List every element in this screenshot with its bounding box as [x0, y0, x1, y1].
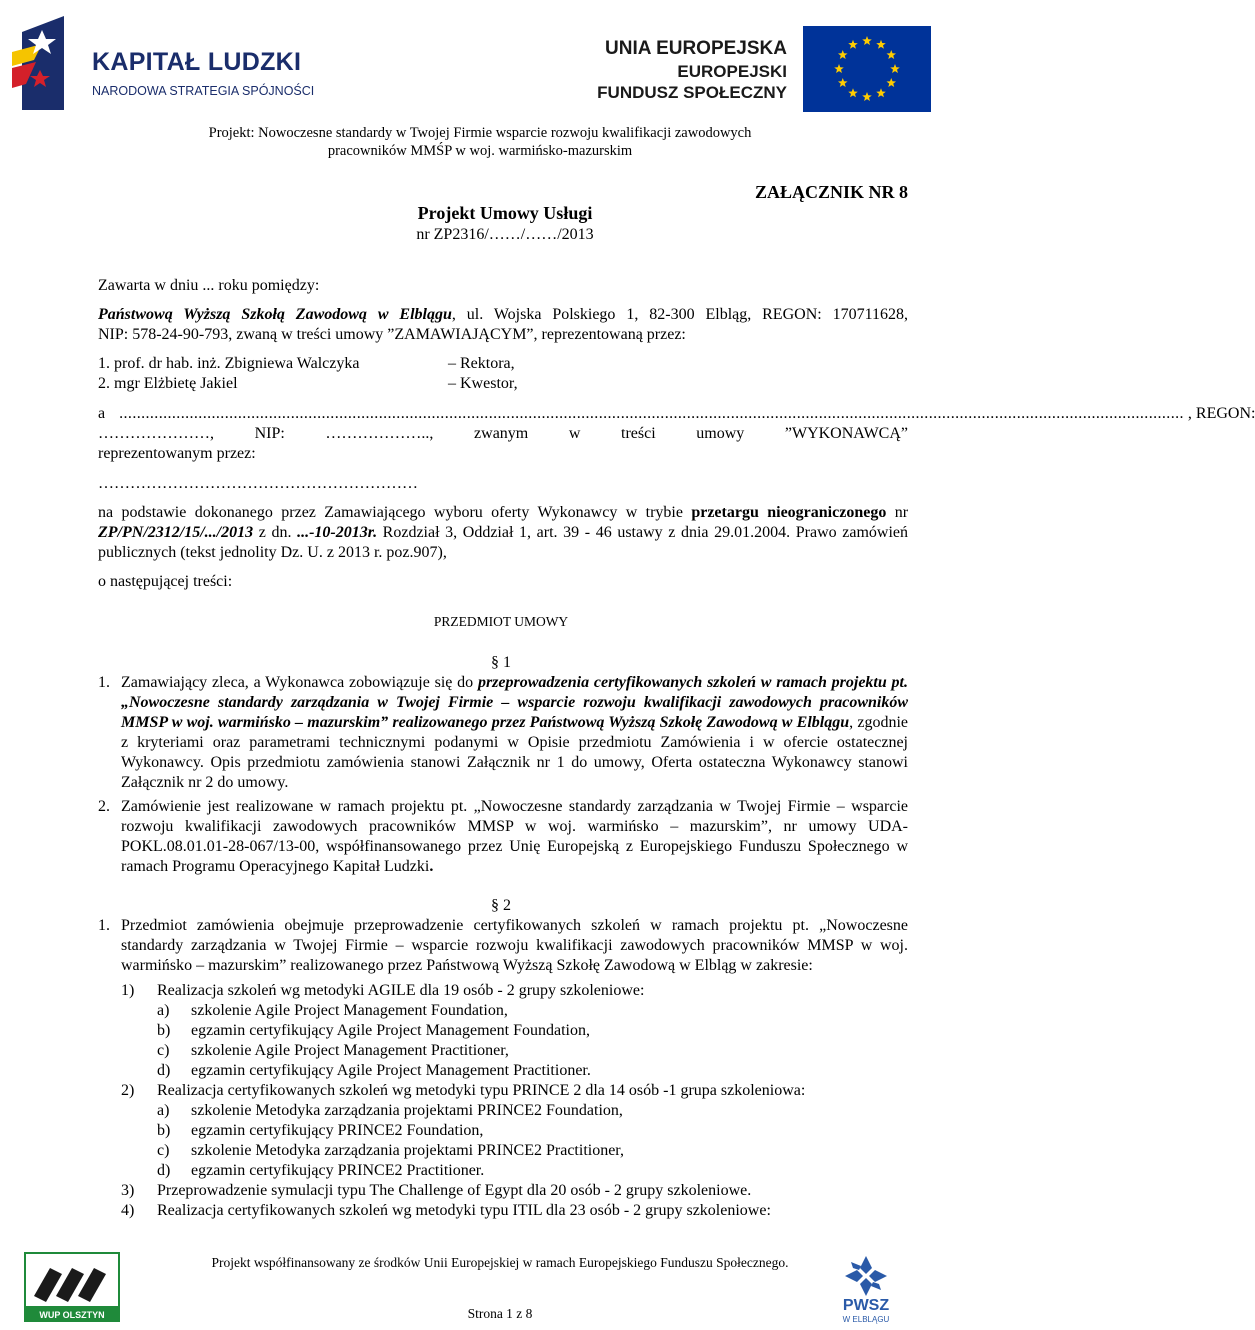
basis-text-2: nr	[894, 504, 909, 521]
pwsz-city: W ELBLĄGU	[842, 1315, 890, 1324]
basis-text-3: z dn.	[253, 524, 298, 541]
par1-point1-intro: Zamawiający zleca, a Wykonawca zobowiązuje się do	[121, 674, 478, 691]
contractor-line1	[98, 404, 1255, 424]
par1-point2-end: .	[429, 858, 434, 875]
eu-flag-icon	[803, 26, 931, 112]
par1-point1-project: przeprowadzenia certyfikowanych szkoleń w ramach projektu pt. „Nowoczesne standardy zarządzania w Twojej Firmie – wsparcie rozwoju kwalifikacji zawodowych pracowników MMSP w woj. warmińsko – mazurskim” realizowanego przez Państwową Wyższą Szkołę Zawodową w Elblągu	[121, 674, 908, 731]
concluded-line: Zawarta w dniu ... roku pomiędzy:	[98, 277, 320, 294]
kapital-ludzki-logo	[12, 14, 315, 114]
basis-date: ...-10-2013r.	[297, 524, 378, 541]
par1-point2-text	[121, 797, 908, 877]
party-address: , ul. Wojska Polskiego 1, 82-300 Elbląg, REGON: 170711628,	[451, 306, 909, 323]
section-title: PRZEDMIOT UMOWY	[433, 614, 569, 629]
eu-line3: FUNDUSZ SPOŁECZNY	[597, 83, 787, 102]
scope-item-2b-number: b)	[157, 1122, 171, 1139]
contractor-regon-label: , REGON:	[1187, 405, 1255, 422]
basis-tender-type: przetargu nieograniczonego	[691, 504, 887, 521]
scope-item-3-number: 3)	[121, 1182, 135, 1199]
eu-logo	[597, 26, 935, 116]
scope-item-2c-text: szkolenie Metodyka zarządzania projektami PRINCE2 Practitioner,	[191, 1142, 624, 1159]
scope-item-1d-text: egzamin certyfikujący Agile Project Management Practitioner.	[191, 1062, 591, 1079]
paragraph-2-sign: § 2	[491, 897, 511, 914]
party-line2: NIP: 578-24-90-793, zwaną w treści umowy ”ZAMAWIAJĄCYM”, reprezentowaną przez:	[98, 326, 686, 343]
contractor-dots-text: ...	[119, 405, 133, 422]
document-title-block	[380, 202, 630, 245]
scope-item-2c-number: c)	[157, 1142, 170, 1159]
scope-item-4-number: 4)	[121, 1202, 135, 1219]
project-line2: pracowników MMŚP w woj. warmińsko-mazurskim	[327, 143, 633, 159]
document-title: Projekt Umowy Usługi	[417, 203, 593, 223]
scope-item-1b-number: b)	[157, 1022, 171, 1039]
scope-item-2b-text: egzamin certyfikujący PRINCE2 Foundation,	[191, 1122, 484, 1139]
scope-item-2a-text: szkolenie Metodyka zarządzania projektami PRINCE2 Foundation,	[191, 1102, 623, 1119]
scope-item-4-text: Realizacja certyfikowanych szkoleń wg metodyki typu ITIL dla 23 osób - 2 grupy szkoleniowe:	[157, 1202, 771, 1219]
scope-item-1a-text: szkolenie Agile Project Management Foundation,	[191, 1002, 508, 1019]
par1-point1-text	[121, 673, 908, 793]
scope-item-1-number: 1)	[121, 982, 135, 999]
par2-point1-number: 1.	[98, 917, 110, 934]
contractor-line2: …………………, NIP: ……………….., zwanym w treści umowy ”WYKONAWCĄ”	[98, 425, 908, 442]
page-number: Strona 1 z 8	[467, 1306, 533, 1321]
eu-line1: UNIA EUROPEJSKA	[605, 38, 787, 59]
kl-subtitle: NARODOWA STRATEGIA SPÓJNOŚCI	[92, 84, 315, 98]
scope-item-1-text: Realizacja szkoleń wg metodyki AGILE dla 19 osób - 2 grupy szkoleniowe:	[157, 982, 645, 999]
basis-text-4: Rozdział 3, Oddział 1, art. 39 - 46 ustawy z dnia 29.01.2004. Prawo zamówień publicznych (tekst jednolity Dz. U. z 2013 r. poz.907),	[98, 524, 908, 561]
par1-point2-number: 2.	[98, 798, 110, 815]
scope-item-1a-number: a)	[157, 1002, 170, 1019]
contractor-dots	[119, 404, 1184, 424]
scope-item-2d-text: egzamin certyfikujący PRINCE2 Practitioner.	[191, 1162, 485, 1179]
party-name: Państwową Wyższą Szkołą Zawodową w Elblągu	[98, 306, 452, 323]
representative-dots: ……………………………………………………	[98, 475, 418, 492]
contractor-a: a	[98, 405, 106, 422]
par1-point2-body: Zamówienie jest realizowane w ramach projektu pt. „Nowoczesne standardy zarządzania w Twojej Firmie – wsparcie rozwoju kwalifikacji zawodowych pracowników MMSP w woj. warmińsko – mazurskim”, nr umowy UDA-POKL.08.01.01-28-067/13-00, współfinansowanego przez Unię Europejską z Europejskiego Funduszu Społecznego w ramach Programu Operacyjnego Kapitał Ludzki	[121, 798, 908, 875]
pwsz-logo	[826, 1254, 906, 1328]
paragraph-1-sign: § 1	[491, 654, 511, 671]
project-header	[40, 124, 920, 160]
par1-point1-rest: , zgodnie z kryteriami oraz parametrami technicznymi podanymi w Opisie przedmiotu Zamówienia i w ofercie ostatecznej Wykonawcy. Opis przedmiotu zamówienia stanowi Załącznik nr 1 do umowy, Oferta ostateczna Wykonawcy stanowi Załącznik nr 2 do umowy.	[121, 714, 908, 791]
rep1-role: – Rektora,	[448, 355, 515, 372]
basis-paragraph	[98, 503, 908, 563]
par2-point1-text: Przedmiot zamówienia obejmuje przeprowadzenie certyfikowanych szkoleń w ramach projektu pt. „Nowoczesne standardy zarządzania w Twojej Firmie – wsparcie rozwoju kwalifikacji zawodowych pracowników MMSP w woj. warmińsko – mazurskim” realizowanego przez Państwową Wyższą Szkołę Zawodową w Elbląg w zakresie:	[121, 917, 908, 974]
basis-text-1: na podstawie dokonanego przez Zamawiającego wyboru oferty Wykonawcy w trybie	[98, 504, 692, 521]
eu-line2: EUROPEJSKI	[677, 62, 787, 81]
scope-item-2-number: 2)	[121, 1082, 135, 1099]
scope-item-2a-number: a)	[157, 1102, 170, 1119]
basis-reference: ZP/PN/2312/15/.../2013	[98, 524, 254, 541]
contractor-line3: reprezentowanym przez:	[98, 445, 256, 462]
following-line: o następującej treści:	[98, 573, 233, 590]
kl-title: KAPITAŁ LUDZKI	[92, 48, 302, 76]
wup-label: WUP OLSZTYN	[24, 1308, 120, 1322]
kapital-ludzki-emblem-icon	[12, 14, 70, 110]
cofinance-note: Projekt współfinansowany ze środków Unii Europejskiej w ramach Europejskiego Funduszu Społecznego.	[211, 1255, 789, 1270]
annex-label: ZAŁĄCZNIK NR 8	[754, 182, 908, 202]
scope-item-1b-text: egzamin certyfikujący Agile Project Management Foundation,	[191, 1022, 590, 1039]
pwsz-name: PWSZ	[842, 1297, 890, 1314]
scope-item-1c-text: szkolenie Agile Project Management Practitioner,	[191, 1042, 509, 1059]
rep2-name: 2. mgr Elżbietę Jakiel	[98, 375, 238, 392]
pwsz-emblem-icon	[843, 1254, 889, 1298]
scope-item-1d-number: d)	[157, 1062, 171, 1079]
rep2-role: – Kwestor,	[448, 375, 518, 392]
par1-point1-number: 1.	[98, 674, 110, 691]
project-line1: Projekt: Nowoczesne standardy w Twojej Firmie wsparcie rozwoju kwalifikacji zawodowych	[208, 125, 752, 141]
scope-item-3-text: Przeprowadzenie symulacji typu The Challenge of Egypt dla 20 osób - 2 grupy szkoleniowe.	[157, 1182, 752, 1199]
scope-item-1c-number: c)	[157, 1042, 170, 1059]
rep1-name: 1. prof. dr hab. inż. Zbigniewa Walczyka	[98, 355, 360, 372]
scope-item-2-text: Realizacja certyfikowanych szkoleń wg metodyki typu PRINCE 2 dla 14 osób -1 grupa szkoleniowa:	[157, 1082, 806, 1099]
scope-item-2d-number: d)	[157, 1162, 171, 1179]
document-number: nr ZP2316/……/……/2013	[416, 226, 594, 243]
party-line1	[98, 305, 908, 325]
contractor-dots-fill: ...............................................................................................................................................................................................................................................	[132, 405, 1184, 422]
